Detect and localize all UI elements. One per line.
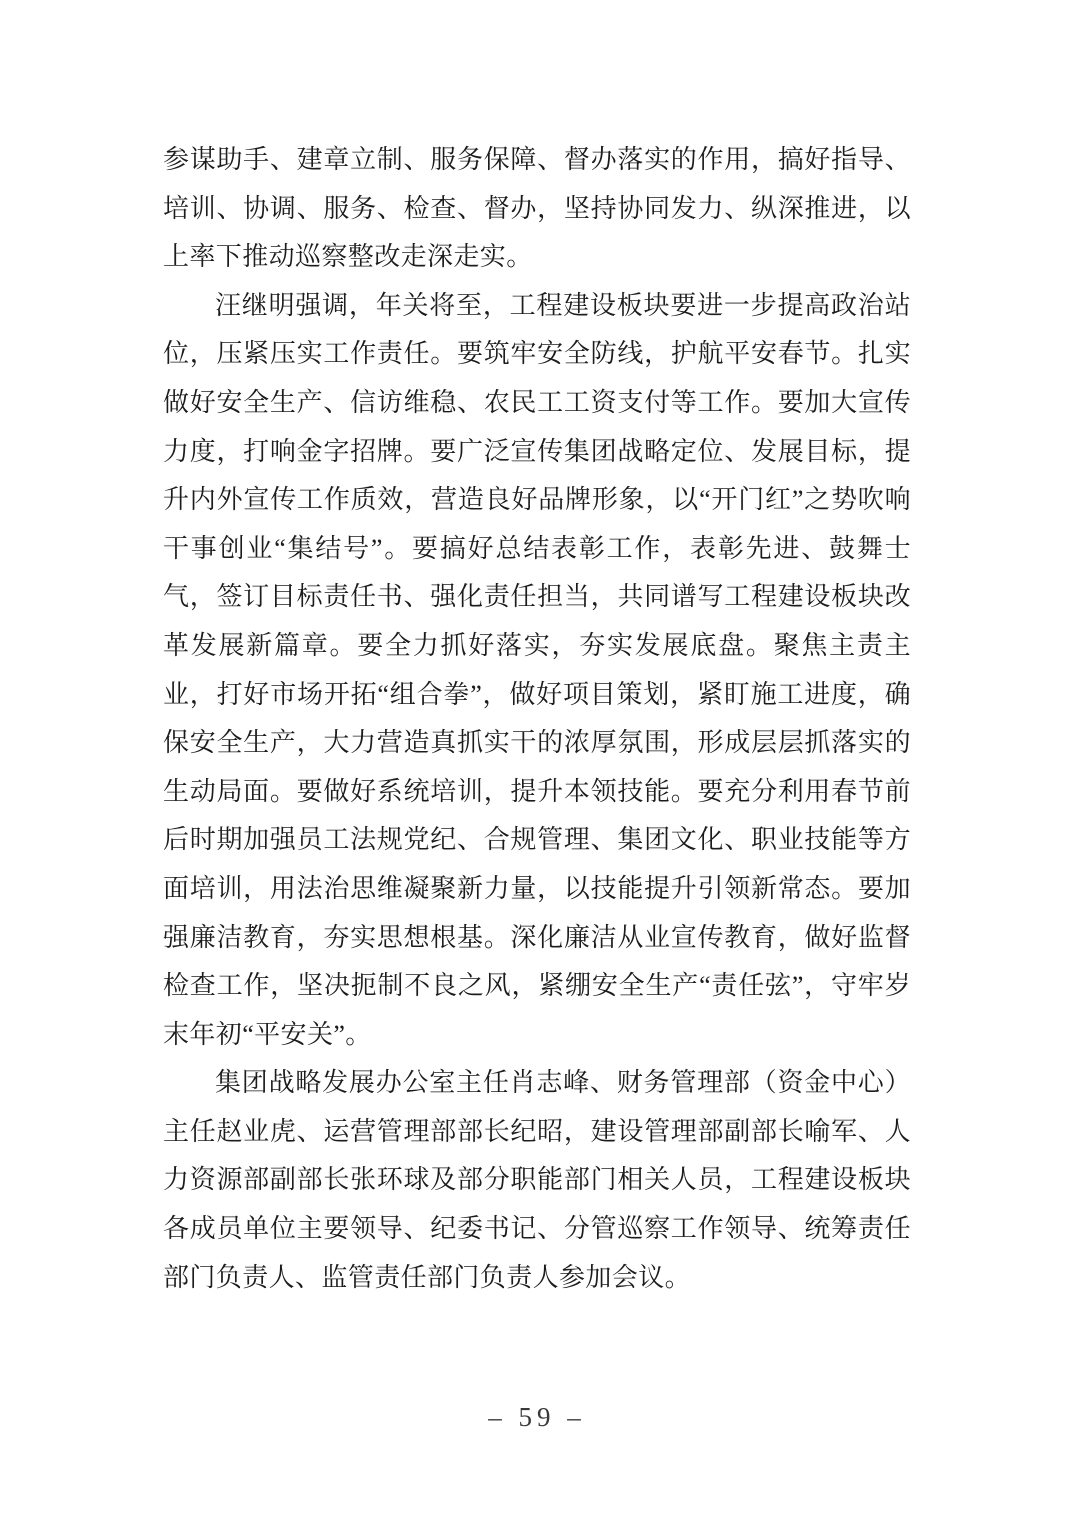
paragraph-attendees: 集团战略发展办公室主任肖志峰、财务管理部（资金中心）主任赵业虎、运营管理部部长纪昭，建设管理部副部长喻军、人力资源部副部长张环球及部分职能部门相关人员，工程建设板块各成员单位主要领导、纪委书记、分管巡察工作领导、统筹责任部门负责人、监管责任部门负责人参加会议。	[163, 1068, 911, 1292]
paragraph-continuation: 参谋助手、建章立制、服务保障、督办落实的作用，搞好指导、培训、协调、服务、检查、督办，坚持协同发力、纵深推进，以上率下推动巡察整改走深走实。	[163, 145, 911, 272]
document-body	[163, 136, 911, 1302]
paragraph-speech-emphasis: 汪继明强调，年关将至，工程建设板块要进一步提高政治站位，压紧压实工作责任。要筑牢安全防线，护航平安春节。扎实做好安全生产、信访维稳、农民工工资支付等工作。要加大宣传力度，打响金字招牌。要广泛宣传集团战略定位、发展目标，提升内外宣传工作质效，营造良好品牌形象，以“开门红”之势吹响干事创业“集结号”。要搞好总结表彰工作，表彰先进、鼓舞士气，签订目标责任书、强化责任担当，共同谱写工程建设板块改革发展新篇章。要全力抓好落实，夯实发展底盘。聚焦主责主业，打好市场开拓“组合拳”，做好项目策划，紧盯施工进度，确保安全生产，大力营造真抓实干的浓厚氛围，形成层层抓落实的生动局面。要做好系统培训，提升本领技能。要充分利用春节前后时期加强员工法规党纪、合规管理、集团文化、职业技能等方面培训，用法治思维凝聚新力量，以技能提升引领新常态。要加强廉洁教育，夯实思想根基。深化廉洁从业宣传教育，做好监督检查工作，坚决扼制不良之风，紧绷安全生产“责任弦”，守牢岁末年初“平安关”。	[163, 290, 911, 1049]
page-number: – 59 –	[488, 1402, 586, 1432]
